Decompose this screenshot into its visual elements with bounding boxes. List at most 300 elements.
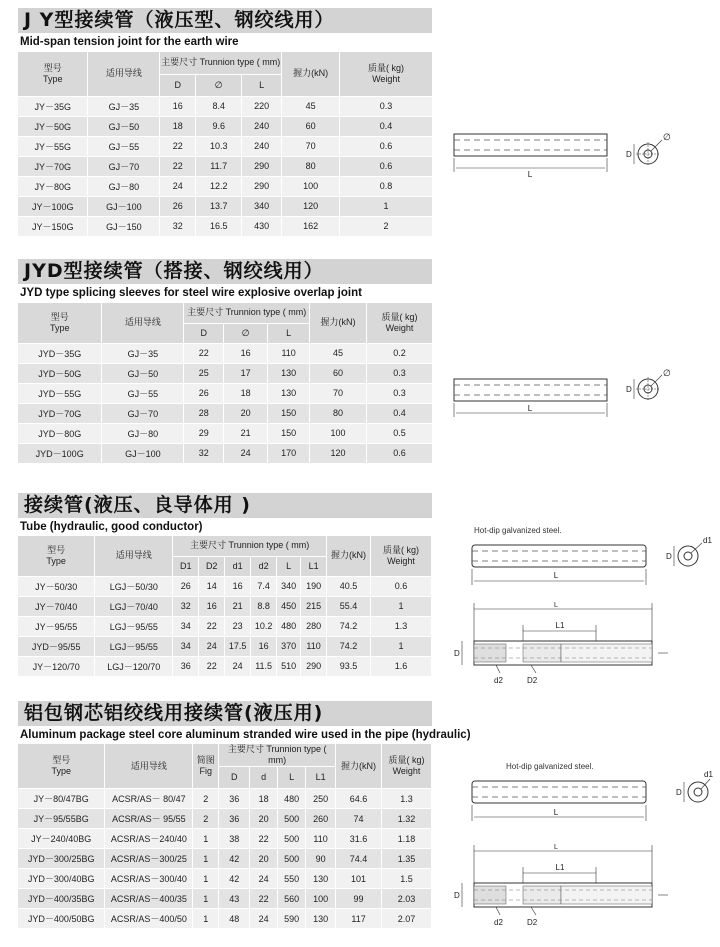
table-cell: LGJ－70/40 xyxy=(95,596,173,616)
table-cell: 11.7 xyxy=(196,156,242,176)
header-D2: D2 xyxy=(199,556,225,576)
spec-table xyxy=(18,744,432,929)
table-cell: 10.2 xyxy=(251,616,277,636)
table-cell: 480 xyxy=(278,789,306,809)
table-row xyxy=(18,636,432,656)
header-L: L xyxy=(278,767,306,789)
table-cell: JY－70/40 xyxy=(18,596,95,616)
table-cell: JY－80/47BG xyxy=(18,789,105,809)
table-cell: JYD－95/55 xyxy=(18,636,95,656)
tube-body xyxy=(454,134,607,156)
table-cell: 1 xyxy=(193,889,219,909)
table-cell: JY－95/55 xyxy=(18,616,95,636)
tube-body xyxy=(472,781,646,803)
table-row xyxy=(18,136,433,156)
header-D1: D1 xyxy=(173,556,199,576)
table-cell: GJ－35 xyxy=(88,96,160,116)
table-cell: 64.6 xyxy=(336,789,382,809)
header-force: 握力(kN) xyxy=(310,303,367,343)
table-cell: 2 xyxy=(193,809,219,829)
table-cell: 23 xyxy=(225,616,251,636)
table-cell: ACSR/AS－400/50 xyxy=(105,909,193,929)
table-cell: 1 xyxy=(193,869,219,889)
d2-label: d2 xyxy=(494,918,503,927)
table-cell: 130 xyxy=(306,909,336,929)
table-cell: 13.7 xyxy=(196,196,242,216)
table-cell: 70 xyxy=(282,136,340,156)
table-cell: 48 xyxy=(219,909,250,929)
table-cell: 162 xyxy=(282,216,340,236)
table-cell: 60 xyxy=(310,363,367,383)
table-cell: 20 xyxy=(250,809,278,829)
section-acsr-as-tube xyxy=(18,701,718,941)
table-row xyxy=(18,443,433,463)
table-cell: JY－240/40BG xyxy=(18,829,105,849)
table-cell: 560 xyxy=(278,889,306,909)
table-cell: 31.6 xyxy=(336,829,382,849)
table-cell: 74 xyxy=(336,809,382,829)
table-cell: GJ－150 xyxy=(88,216,160,236)
table-cell: JYD－50G xyxy=(18,363,102,383)
table-cell: 22 xyxy=(250,829,278,849)
table-cell: 250 xyxy=(306,789,336,809)
table-cell: 550 xyxy=(278,869,306,889)
table-cell: 0.6 xyxy=(367,443,433,463)
table-cell: JY－120/70 xyxy=(18,656,95,676)
L-label: L xyxy=(553,571,559,580)
header-force: 握力(kN) xyxy=(327,536,371,576)
header-type: 型号 Type xyxy=(18,536,95,576)
D-lower-label: D xyxy=(454,649,460,658)
table-cell: 130 xyxy=(268,363,310,383)
table-cell: 22 xyxy=(250,889,278,909)
table-row xyxy=(18,216,433,236)
table-cell: 21 xyxy=(224,423,268,443)
table-cell: 11.5 xyxy=(251,656,277,676)
table-cell: 290 xyxy=(242,176,282,196)
table-cell: 18 xyxy=(250,789,278,809)
table-cell: 90 xyxy=(306,849,336,869)
table-cell: 340 xyxy=(277,576,301,596)
table-cell: 120 xyxy=(310,443,367,463)
D-label: D xyxy=(626,150,632,159)
section-subtitle: JYD type splicing sleeves for steel wire explosive overlap joint xyxy=(20,287,362,299)
table-cell: 34 xyxy=(173,636,199,656)
table-cell: LGJ－95/55 xyxy=(95,616,173,636)
table-cell: 22 xyxy=(199,616,225,636)
table-cell: 60 xyxy=(282,116,340,136)
header-type: 型号 Type xyxy=(18,744,105,789)
table-cell: 170 xyxy=(268,443,310,463)
table-cell: 1 xyxy=(193,849,219,869)
table-row xyxy=(18,809,432,829)
table-cell: 500 xyxy=(278,829,306,849)
table-cell: JYD－300/40BG xyxy=(18,869,105,889)
table-cell: ACSR/AS－300/25 xyxy=(105,849,193,869)
D-lower-label: D xyxy=(454,891,460,900)
section-title: 铝包钢芯铝绞线用接续管(液压用) xyxy=(18,701,432,726)
header-D: D xyxy=(184,323,224,343)
table-cell: 16.5 xyxy=(196,216,242,236)
table-cell: 9.6 xyxy=(196,116,242,136)
header-phi: ∅ xyxy=(196,74,242,96)
table-cell: 510 xyxy=(277,656,301,676)
table-cell: 16 xyxy=(199,596,225,616)
table-cell: 260 xyxy=(306,809,336,829)
table-cell: 22 xyxy=(199,656,225,676)
table-cell: 74.2 xyxy=(327,636,371,656)
L1-label: L1 xyxy=(555,863,565,872)
table-body xyxy=(18,343,433,463)
table-cell: 110 xyxy=(301,636,327,656)
table-cell: 43 xyxy=(219,889,250,909)
table-cell: 0.6 xyxy=(340,156,433,176)
D-label: D xyxy=(676,788,682,797)
table-cell: 16 xyxy=(251,636,277,656)
table-cell: 8.8 xyxy=(251,596,277,616)
cross-section-inner xyxy=(694,788,702,796)
table-cell: 29 xyxy=(184,423,224,443)
table-cell: 16 xyxy=(225,576,251,596)
table-cell: 0.3 xyxy=(367,383,433,403)
table-cell: 24 xyxy=(160,176,196,196)
table-cell: 36 xyxy=(219,809,250,829)
L-top-label: L xyxy=(554,844,558,851)
table-cell: JY－80G xyxy=(18,176,88,196)
table-row xyxy=(18,116,433,136)
L1-label: L1 xyxy=(555,621,565,630)
table-cell: 0.5 xyxy=(367,423,433,443)
table-cell: LGJ－50/30 xyxy=(95,576,173,596)
table-cell: JYD－70G xyxy=(18,403,102,423)
header-dims: 主要尺寸 Trunnion type ( mm) xyxy=(173,536,327,556)
table-row xyxy=(18,196,433,216)
table-row xyxy=(18,576,432,596)
table-row xyxy=(18,869,432,889)
header-d2: d2 xyxy=(251,556,277,576)
phi-label: ∅ xyxy=(663,132,671,142)
table-cell: JYD－400/50BG xyxy=(18,909,105,929)
phi-label: ∅ xyxy=(663,368,671,378)
tube-diagram xyxy=(450,367,690,437)
table-cell: 117 xyxy=(336,909,382,929)
table-cell: 16 xyxy=(160,96,196,116)
header-wire: 适用导线 xyxy=(88,52,160,96)
header-type: 型号 Type xyxy=(18,303,102,343)
table-cell: 80 xyxy=(310,403,367,423)
table-row xyxy=(18,656,432,676)
table-cell: 430 xyxy=(242,216,282,236)
header-weight: 质量( kg) Weight xyxy=(340,52,433,96)
table-cell: 2.07 xyxy=(382,909,432,929)
table-cell: 32 xyxy=(173,596,199,616)
table-cell: JYD－400/35BG xyxy=(18,889,105,909)
section-jyd-splicing xyxy=(18,259,718,469)
D2-label: D2 xyxy=(527,676,538,685)
table-cell: 36 xyxy=(173,656,199,676)
table-cell: 74.2 xyxy=(327,616,371,636)
spec-table xyxy=(18,536,432,677)
table-cell: GJ－50 xyxy=(102,363,184,383)
table-cell: 1 xyxy=(193,909,219,929)
table-cell: 14 xyxy=(199,576,225,596)
table-cell: 0.3 xyxy=(340,96,433,116)
table-row xyxy=(18,423,433,443)
section-subtitle: Mid-span tension joint for the earth wire xyxy=(20,36,239,48)
table-cell: 28 xyxy=(184,403,224,423)
table-cell: 290 xyxy=(301,656,327,676)
table-cell: 1.5 xyxy=(382,869,432,889)
table-cell: JYD－100G xyxy=(18,443,102,463)
table-row xyxy=(18,156,433,176)
table-cell: 26 xyxy=(173,576,199,596)
header-L1: L1 xyxy=(306,767,336,789)
tube-diagram xyxy=(436,523,718,688)
note-label: Hot-dip galvanized steel. xyxy=(474,526,562,535)
table-cell: 370 xyxy=(277,636,301,656)
table-cell: 100 xyxy=(306,889,336,909)
table-row xyxy=(18,96,433,116)
header-L: L xyxy=(268,323,310,343)
table-cell: 24 xyxy=(250,909,278,929)
table-cell: 1.3 xyxy=(382,789,432,809)
table-cell: 26 xyxy=(184,383,224,403)
table-row xyxy=(18,789,432,809)
table-cell: 20 xyxy=(224,403,268,423)
table-cell: 7.4 xyxy=(251,576,277,596)
table-cell: 16 xyxy=(224,343,268,363)
header-dims: 主要尺寸 Trunnion type ( mm) xyxy=(219,744,336,767)
table-cell: 0.2 xyxy=(367,343,433,363)
table-cell: 190 xyxy=(301,576,327,596)
table-cell: 130 xyxy=(268,383,310,403)
table-cell: 0.4 xyxy=(367,403,433,423)
cross-section-inner xyxy=(684,552,692,560)
table-cell: 74.4 xyxy=(336,849,382,869)
table-cell: 1 xyxy=(371,636,432,656)
table-cell: 70 xyxy=(310,383,367,403)
note-label: Hot-dip galvanized steel. xyxy=(506,762,594,771)
section-title: J Y型接续管（液压型、钢绞线用） xyxy=(18,8,432,33)
table-row xyxy=(18,596,432,616)
table-cell: 280 xyxy=(301,616,327,636)
tube-diagram xyxy=(436,761,718,933)
table-cell: 215 xyxy=(301,596,327,616)
header-d: d xyxy=(250,767,278,789)
table-row xyxy=(18,176,433,196)
table-cell: GJ－55 xyxy=(88,136,160,156)
header-wire: 适用导线 xyxy=(95,536,173,576)
section-good-conductor-tube xyxy=(18,493,718,688)
table-cell: LGJ－120/70 xyxy=(95,656,173,676)
table-row xyxy=(18,849,432,869)
D-label: D xyxy=(666,552,672,561)
section-subtitle: Tube (hydraulic, good conductor) xyxy=(20,521,203,533)
table-cell: ACSR/AS－240/40 xyxy=(105,829,193,849)
table-cell: 45 xyxy=(310,343,367,363)
table-cell: ACSR/AS－400/35 xyxy=(105,889,193,909)
table-cell: 24 xyxy=(224,443,268,463)
table-cell: 101 xyxy=(336,869,382,889)
table-cell: 0.8 xyxy=(340,176,433,196)
header-D: D xyxy=(160,74,196,96)
table-cell: 0.6 xyxy=(371,576,432,596)
table-cell: JYD－300/25BG xyxy=(18,849,105,869)
table-cell: 590 xyxy=(278,909,306,929)
table-cell: 22 xyxy=(160,136,196,156)
table-cell: 150 xyxy=(268,403,310,423)
table-cell: 24 xyxy=(199,636,225,656)
table-cell: GJ－80 xyxy=(102,423,184,443)
header-phi: ∅ xyxy=(224,323,268,343)
table-cell: 38 xyxy=(219,829,250,849)
table-cell: GJ－70 xyxy=(88,156,160,176)
header-L: L xyxy=(242,74,282,96)
L-label: L xyxy=(553,808,559,817)
table-cell: 500 xyxy=(278,809,306,829)
table-cell: 130 xyxy=(306,869,336,889)
d1-label: d1 xyxy=(703,536,712,545)
table-cell: 240 xyxy=(242,116,282,136)
table-cell: 17 xyxy=(224,363,268,383)
table-cell: JYD－80G xyxy=(18,423,102,443)
D2-label: D2 xyxy=(527,918,538,927)
table-cell: JY－50/30 xyxy=(18,576,95,596)
table-cell: 22 xyxy=(184,343,224,363)
table-cell: 480 xyxy=(277,616,301,636)
table-cell: 150 xyxy=(268,423,310,443)
table-cell: 32 xyxy=(160,216,196,236)
table-cell: GJ－50 xyxy=(88,116,160,136)
table-cell: ACSR/AS－300/40 xyxy=(105,869,193,889)
table-cell: GJ－100 xyxy=(88,196,160,216)
table-cell: 110 xyxy=(306,829,336,849)
table-cell: 18 xyxy=(160,116,196,136)
header-weight: 质量( kg) Weight xyxy=(367,303,433,343)
table-cell: 8.4 xyxy=(196,96,242,116)
section-jy-joint xyxy=(18,8,718,248)
header-d1: d1 xyxy=(225,556,251,576)
table-cell: 290 xyxy=(242,156,282,176)
table-cell: 40.5 xyxy=(327,576,371,596)
table-cell: ACSR/AS－ 95/55 xyxy=(105,809,193,829)
table-cell: 25 xyxy=(184,363,224,383)
table-cell: JYD－55G xyxy=(18,383,102,403)
table-cell: 24 xyxy=(225,656,251,676)
table-cell: 80 xyxy=(282,156,340,176)
header-force: 握力(kN) xyxy=(282,52,340,96)
table-cell: 1.6 xyxy=(371,656,432,676)
spec-table xyxy=(18,52,433,237)
table-cell: 10.3 xyxy=(196,136,242,156)
table-row xyxy=(18,343,433,363)
header-L: L xyxy=(277,556,301,576)
table-cell: 100 xyxy=(310,423,367,443)
table-cell: 42 xyxy=(219,849,250,869)
L-label: L xyxy=(527,170,533,179)
table-cell: 24 xyxy=(250,869,278,889)
table-cell: GJ－55 xyxy=(102,383,184,403)
table-cell: 220 xyxy=(242,96,282,116)
table-cell: 110 xyxy=(268,343,310,363)
table-cell: 340 xyxy=(242,196,282,216)
table-body xyxy=(18,96,433,236)
table-cell: 1 xyxy=(340,196,433,216)
table-cell: 1 xyxy=(193,829,219,849)
table-cell: 93.5 xyxy=(327,656,371,676)
table-cell: GJ－100 xyxy=(102,443,184,463)
header-weight: 质量( kg) Weight xyxy=(371,536,432,576)
table-cell: JY－95/55BG xyxy=(18,809,105,829)
table-row xyxy=(18,829,432,849)
table-cell: ACSR/AS－ 80/47 xyxy=(105,789,193,809)
table-row xyxy=(18,889,432,909)
table-cell: JY－100G xyxy=(18,196,88,216)
table-cell: 36 xyxy=(219,789,250,809)
table-cell: 55.4 xyxy=(327,596,371,616)
table-cell: JY－50G xyxy=(18,116,88,136)
L-label: L xyxy=(527,404,533,413)
table-row xyxy=(18,363,433,383)
table-body xyxy=(18,789,432,929)
table-cell: 2.03 xyxy=(382,889,432,909)
section-title: JYD型接续管（搭接、钢绞线用） xyxy=(18,259,432,284)
header-weight: 质量( kg) Weight xyxy=(382,744,432,789)
table-cell: JY－55G xyxy=(18,136,88,156)
table-cell: 12.2 xyxy=(196,176,242,196)
header-dims: 主要尺寸 Trunnion type ( mm) xyxy=(184,303,310,323)
table-cell: 0.6 xyxy=(340,136,433,156)
spec-table xyxy=(18,303,433,464)
table-cell: 0.4 xyxy=(340,116,433,136)
table-row xyxy=(18,403,433,423)
L-top-label: L xyxy=(554,602,558,609)
table-cell: 1.18 xyxy=(382,829,432,849)
table-cell: 100 xyxy=(282,176,340,196)
table-cell: 1.3 xyxy=(371,616,432,636)
d2-label: d2 xyxy=(494,676,503,685)
table-row xyxy=(18,909,432,929)
table-cell: 240 xyxy=(242,136,282,156)
tube-body xyxy=(472,545,646,567)
table-cell: JYD－35G xyxy=(18,343,102,363)
table-cell: 120 xyxy=(282,196,340,216)
table-cell: 22 xyxy=(160,156,196,176)
table-cell: 99 xyxy=(336,889,382,909)
table-body xyxy=(18,576,432,676)
D-label: D xyxy=(626,385,632,394)
table-cell: 45 xyxy=(282,96,340,116)
table-cell: 0.3 xyxy=(367,363,433,383)
header-dims: 主要尺寸 Trunnion type ( mm) xyxy=(160,52,282,74)
header-D: D xyxy=(219,767,250,789)
table-cell: GJ－70 xyxy=(102,403,184,423)
table-cell: 1 xyxy=(371,596,432,616)
table-cell: 1.35 xyxy=(382,849,432,869)
table-cell: 2 xyxy=(340,216,433,236)
tube-body xyxy=(454,379,607,401)
header-fig: 简图 Fig xyxy=(193,744,219,789)
table-cell: 26 xyxy=(160,196,196,216)
table-cell: 2 xyxy=(193,789,219,809)
table-row xyxy=(18,616,432,636)
section-title: 接续管(液压、良导体用 ) xyxy=(18,493,432,518)
header-wire: 适用导线 xyxy=(102,303,184,343)
table-cell: 34 xyxy=(173,616,199,636)
table-cell: 21 xyxy=(225,596,251,616)
table-cell: 450 xyxy=(277,596,301,616)
header-wire: 适用导线 xyxy=(105,744,193,789)
